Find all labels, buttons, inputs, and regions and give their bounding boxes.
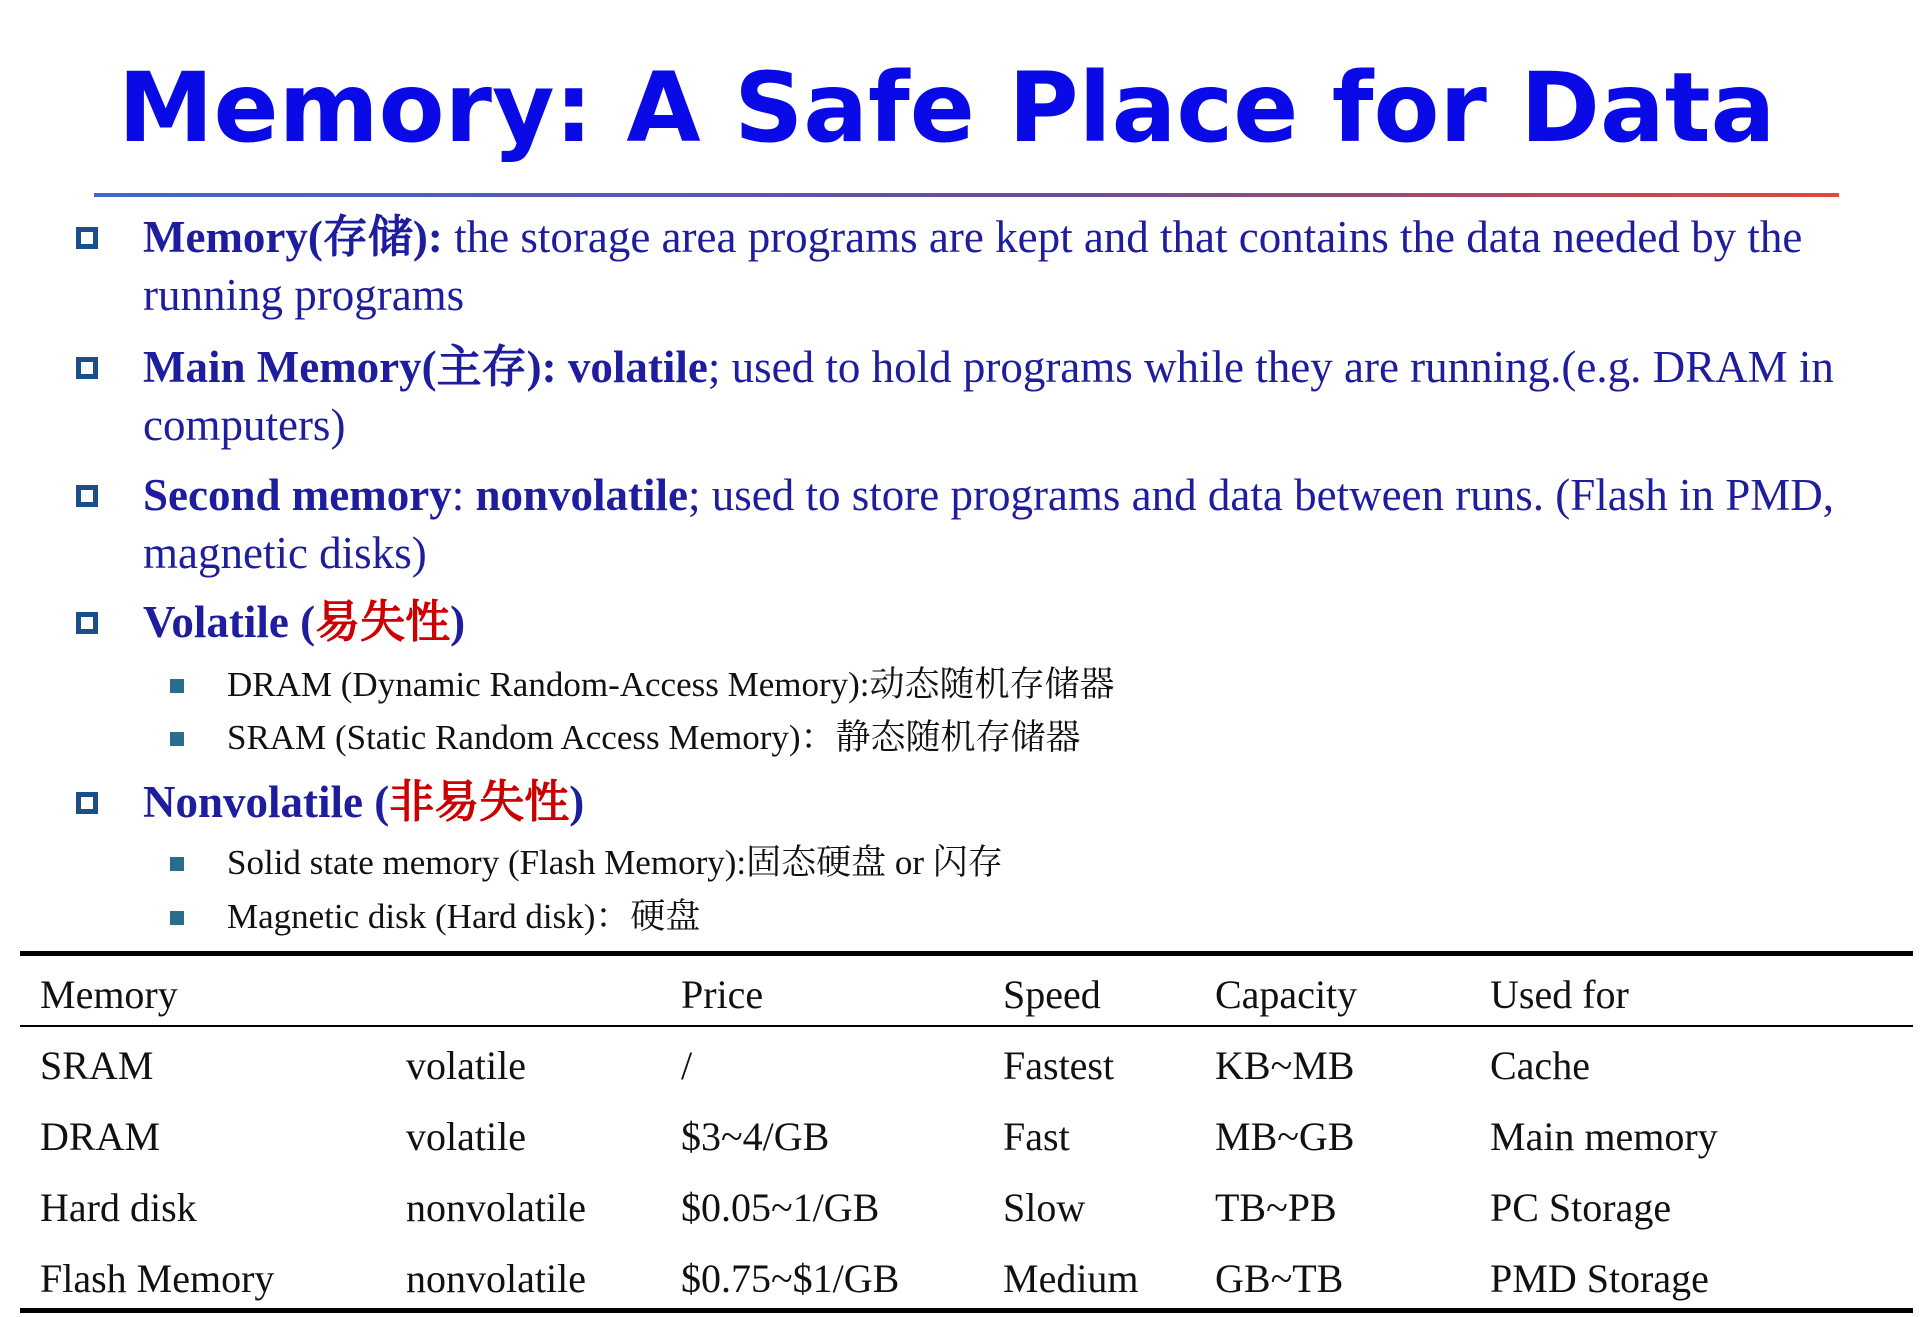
subitem-dram: DRAM (Dynamic Random-Access Memory):动态随机存储器 xyxy=(227,665,1115,704)
table-cell: Hard disk xyxy=(40,1185,197,1230)
table-header-cell: Capacity xyxy=(1215,972,1358,1017)
table-cell: GB~TB xyxy=(1215,1256,1344,1301)
bullet-memory xyxy=(143,208,1863,324)
square-bullet-icon xyxy=(76,792,98,814)
table-cell: $3~4/GB xyxy=(681,1114,830,1159)
table-header-cell: Price xyxy=(681,972,764,1017)
table-cell: $0.75~$1/GB xyxy=(681,1256,900,1301)
bullet-term: Main Memory(主存): volatile xyxy=(143,342,708,392)
title-divider xyxy=(94,193,1839,197)
bullet-nonvolatile xyxy=(143,773,1863,831)
subitem-flash: Solid state memory (Flash Memory):固态硬盘 or 闪存 xyxy=(227,843,1003,882)
table-cell: Flash Memory xyxy=(40,1256,275,1301)
table-cell: Cache xyxy=(1490,1043,1590,1088)
bullet-separator: : xyxy=(451,470,476,520)
bullet-term: Memory(存储): xyxy=(143,212,443,262)
filled-square-bullet-icon xyxy=(170,732,184,746)
table-cell: / xyxy=(681,1043,693,1088)
filled-square-bullet-icon xyxy=(170,911,184,925)
table-cell: volatile xyxy=(406,1114,526,1159)
bullet-text: ; used to hold programs while they are running.(e.g. DRAM in computers) xyxy=(143,342,1834,450)
table-cell: $0.05~1/GB xyxy=(681,1185,880,1230)
table-cell: nonvolatile xyxy=(406,1185,586,1230)
table-cell: Medium xyxy=(1003,1256,1139,1301)
table-cell: MB~GB xyxy=(1215,1114,1355,1159)
table-cell: nonvolatile xyxy=(406,1256,586,1301)
bullet-close: ) xyxy=(450,597,466,647)
bullet-term-2: nonvolatile xyxy=(475,470,688,520)
filled-square-bullet-icon xyxy=(170,857,184,871)
subitem-magnetic-disk: Magnetic disk (Hard disk)：硬盘 xyxy=(227,897,701,936)
square-bullet-icon xyxy=(76,357,98,379)
subitem-sram: SRAM (Static Random Access Memory)：静态随机存储器 xyxy=(227,718,1081,757)
table-cell: Main memory xyxy=(1490,1114,1718,1159)
table-bottom-rule xyxy=(20,1308,1913,1313)
square-bullet-icon xyxy=(76,485,98,507)
table-top-rule xyxy=(20,951,1913,956)
square-bullet-icon xyxy=(76,612,98,634)
table-cell: Fastest xyxy=(1003,1043,1115,1088)
bullet-term: Volatile ( xyxy=(143,597,316,647)
table-cell: volatile xyxy=(406,1043,526,1088)
table-cell: SRAM xyxy=(40,1043,154,1088)
slide-title: Memory: A Safe Place for Data xyxy=(118,52,1776,164)
table-header-rule xyxy=(20,1025,1913,1027)
bullet-term: Second memory xyxy=(143,470,452,520)
table-cell: TB~PB xyxy=(1215,1185,1337,1230)
bullet-text: ; used to store programs and data between runs. (Flash in PMD, magnetic disks) xyxy=(143,470,1835,578)
bullet-volatile xyxy=(143,593,1863,651)
bullet-second-memory xyxy=(143,466,1863,582)
bullet-highlight: 非易失性 xyxy=(389,777,570,827)
table-cell: Slow xyxy=(1003,1185,1086,1230)
table-header-cell: Speed xyxy=(1003,972,1101,1017)
filled-square-bullet-icon xyxy=(170,679,184,693)
table-header-cell: Used for xyxy=(1490,972,1629,1017)
table-cell: KB~MB xyxy=(1215,1043,1355,1088)
bullet-text: the storage area programs are kept and that contains the data needed by the running programs xyxy=(143,212,1803,320)
table-cell: Fast xyxy=(1003,1114,1070,1159)
bullet-highlight: 易失性 xyxy=(315,597,451,647)
table-cell: DRAM xyxy=(40,1114,161,1159)
table-cell: PC Storage xyxy=(1490,1185,1672,1230)
bullet-main-memory xyxy=(143,338,1863,454)
table-header-cell: Memory xyxy=(40,972,178,1017)
bullet-term: Nonvolatile ( xyxy=(143,777,390,827)
square-bullet-icon xyxy=(76,227,98,249)
table-cell: PMD Storage xyxy=(1490,1256,1709,1301)
bullet-close: ) xyxy=(569,777,585,827)
